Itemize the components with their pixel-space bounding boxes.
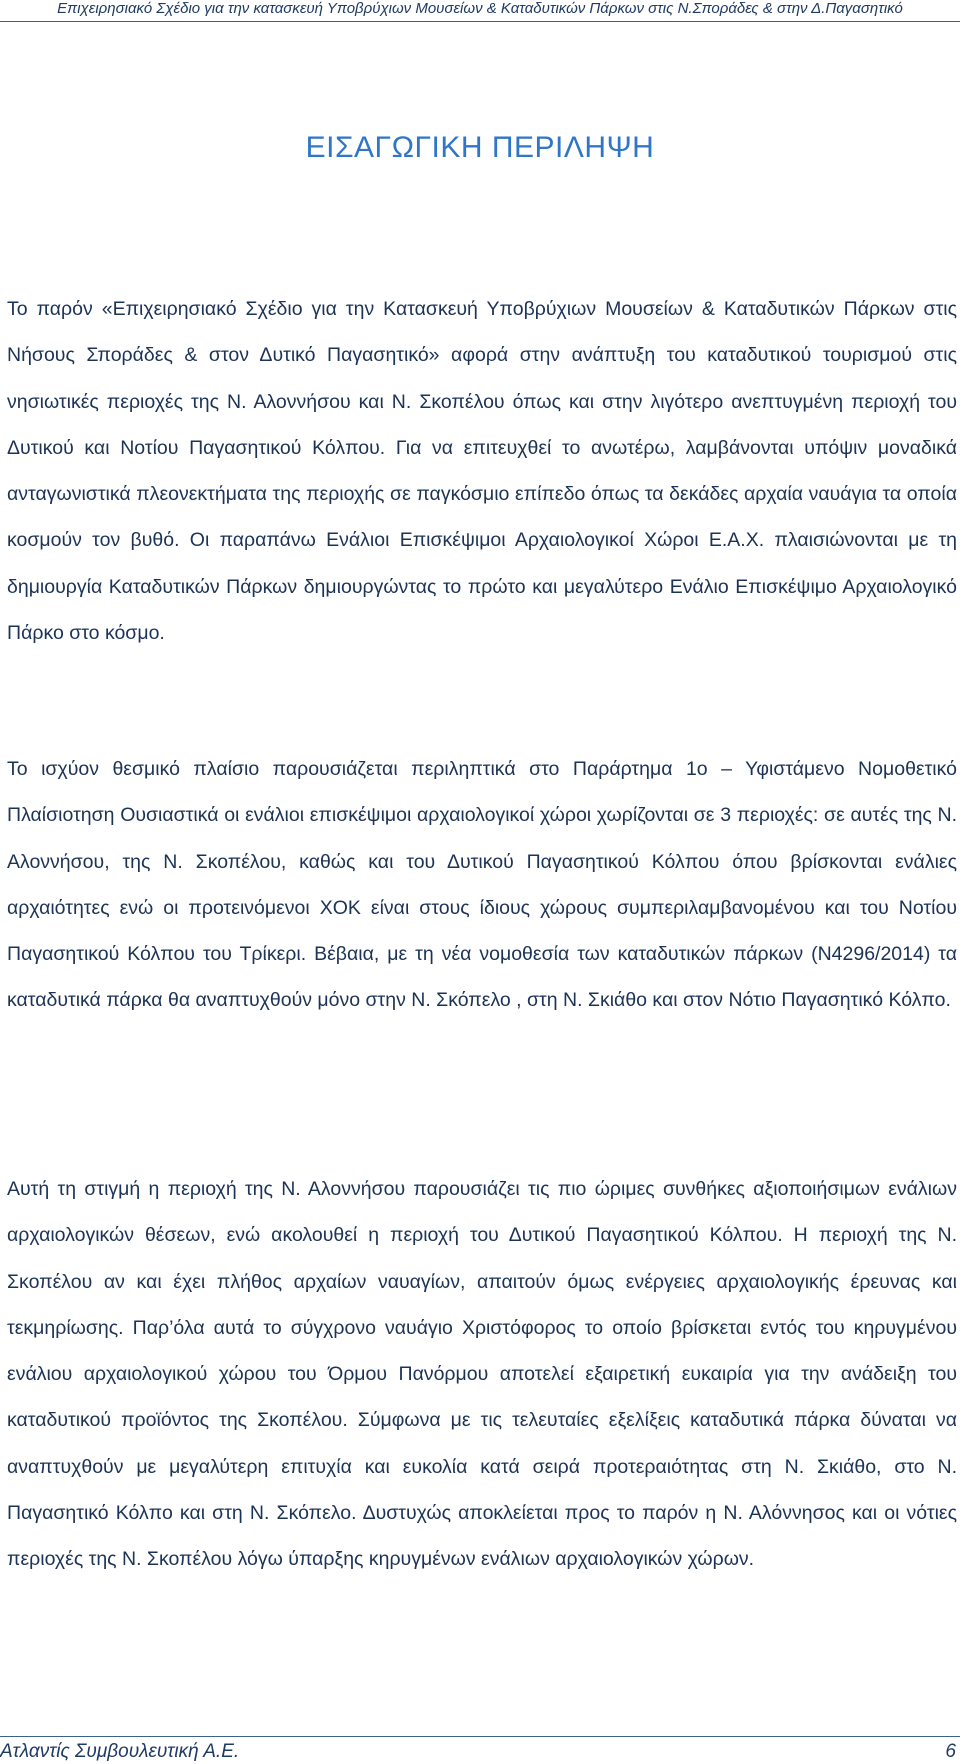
- paragraph-text: Αυτή τη στιγμή η περιοχή της Ν. Αλοννήσου παρουσιάζει τις πιο ώριμες συνθήκες αξιοποιήσιμων ενάλιων αρχαιολογικών θέσεων, ενώ ακολουθεί η περιοχή του Δυτικού Παγασητικού Κόλπου. Η περιοχή της Ν. Σκοπέλου αν και έχει πλήθος αρχαίων ναυαγίων, απαιτούν όμως ενέργειες αρχαιολογικής έρευνας και τεκμηρίωσης. Παρ’όλα αυτά το σύγχρονο ναυάγιο Χριστόφορος το οποίο βρίσκεται εντός του κηρυγμένου ενάλιου αρχαιολογικού χώρου του Όρμου Πανόρμου αποτελεί εξαιρετική ευκαιρία για την ανάδειξη του καταδυτικού προϊόντος της Σκοπέλου. Σύμφωνα με τις τελευταίες εξελίξεις καταδυτικά πάρκα δύναται να αναπτυχθούν με μεγαλύτερη επιτυχία και ευκολία κατά σειρά προτεραιότητας στη Ν. Σκιάθο, στο Ν. Παγασητικό Κόλπο και στη Ν. Σκόπελο. Δυστυχώς αποκλείεται προς το παρόν η Ν. Αλόννησος και οι νότιες περιοχές της Ν. Σκοπέλου λόγω ύπαρξης κηρυγμένων ενάλιων αρχαιολογικών χώρων.: [7, 1178, 957, 1571]
- header-divider: [0, 21, 960, 22]
- page-title: ΕΙΣΑΓΩΓΙΚΗ ΠΕΡΙΛΗΨΗ: [305, 131, 655, 164]
- paragraph-2: [7, 746, 957, 1024]
- paragraph-3: [7, 1166, 957, 1583]
- page-number: 6: [945, 1741, 956, 1762]
- footer-divider: [0, 1736, 960, 1737]
- paragraph-1: [7, 286, 957, 656]
- running-header: Επιχειρησιακό Σχέδιο για την κατασκευή Υποβρύχιων Μουσείων & Καταδυτικών Πάρκων στις Ν.Σποράδες & στην Δ.Παγασητικό: [57, 0, 903, 17]
- footer-company: Ατλαντίς Συμβουλευτική Α.Ε.: [0, 1741, 240, 1762]
- paragraph-text: Το ισχύον θεσμικό πλαίσιο παρουσιάζεται περιληπτικά στο Παράρτημα 1ο – Υφιστάμενο Νομοθετικό Πλαίσιοτηση Ουσιαστικά οι ενάλιοι επισκέψιμοι αρχαιολογικοί χώροι χωρίζονται σε 3 περιοχές: σε αυτές της Ν. Αλοννήσου, της Ν. Σκοπέλου, καθώς και του Δυτικού Παγασητικού Κόλπου όπου βρίσκονται ενάλιες αρχαιότητες ενώ οι προτεινόμενοι ΧΟΚ είναι στους ίδιους χώρους συμπεριλαμβανομένου και του Νοτίου Παγασητικού Κόλπου του Τρίκερι. Βέβαια, με τη νέα νομοθεσία των καταδυτικών πάρκων (Ν4296/2014) τα καταδυτικά πάρκα θα αναπτυχθούν μόνο στην Ν. Σκόπελο , στη Ν. Σκιάθο και στον Νότιο Παγασητικό Κόλπο.: [7, 758, 957, 1012]
- paragraph-text: Το παρόν «Επιχειρησιακό Σχέδιο για την Κατασκευή Υποβρύχιων Μουσείων & Καταδυτικών Πάρκων στις Νήσους Σποράδες & στον Δυτικό Παγασητικό» αφορά στην ανάπτυξη του καταδυτικού τουρισμού στις νησιωτικές περιοχές της Ν. Αλοννήσου και Ν. Σκοπέλου όπως και στην λιγότερο ανεπτυγμένη περιοχή του Δυτικού και Νοτίου Παγασητικού Κόλπου. Για να επιτευχθεί το ανωτέρω, λαμβάνονται υπόψιν μοναδικά ανταγωνιστικά πλεονεκτήματα της περιοχής σε παγκόσμιο επίπεδο όπως τα δεκάδες αρχαία ναυάγια τα οποία κοσμούν τον βυθό. Οι παραπάνω Ενάλιοι Επισκέψιμοι Αρχαιολογικοί Χώροι Ε.Α.Χ. πλαισιώνονται με τη δημιουργία Καταδυτικών Πάρκων δημιουργώντας το πρώτο και μεγαλύτερο Ενάλιο Επισκέψιμο Αρχαιολογικό Πάρκο στο κόσμο.: [7, 298, 957, 645]
